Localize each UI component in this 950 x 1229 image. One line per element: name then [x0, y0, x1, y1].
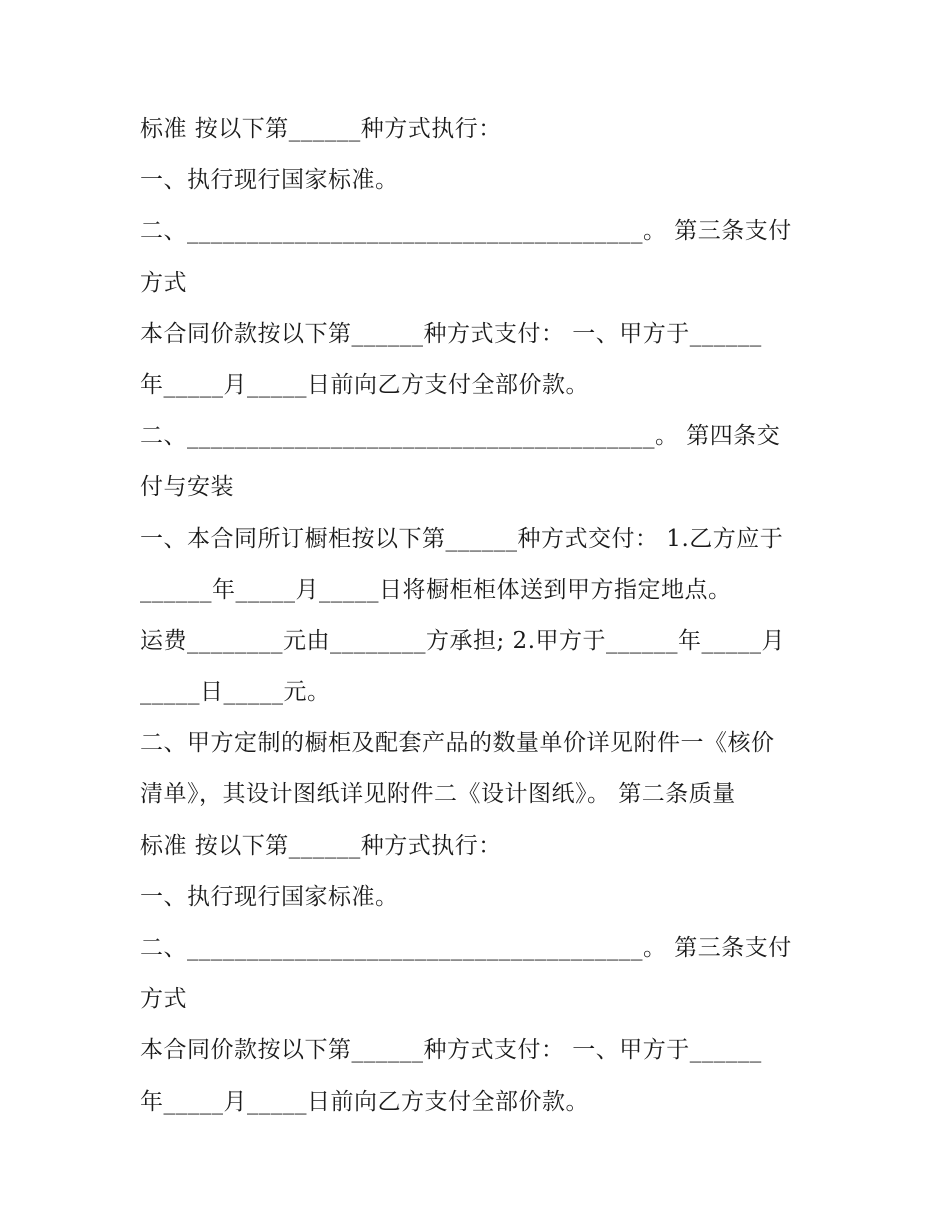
- text-line-7: 二、_______________________________________。 第四条交: [140, 423, 781, 450]
- text-line-18: 方式: [140, 986, 187, 1013]
- text-line-2: 一、执行现行国家标准。: [140, 167, 399, 194]
- text-line-5: 本合同价款按以下第______种方式支付： 一、甲方于______: [140, 320, 762, 347]
- text-line-6: 年_____月_____日前向乙方支付全部价款。: [140, 371, 589, 398]
- text-line-3: 二、______________________________________。 第三条支付: [140, 218, 792, 245]
- text-line-11: 运费________元由________方承担; 2.甲方于______年_____月: [140, 627, 786, 654]
- text-line-17: 二、______________________________________。 第三条支付: [140, 935, 792, 961]
- text-line-19: 本合同价款按以下第______种方式支付： 一、甲方于______: [140, 1037, 762, 1064]
- text-line-16: 一、执行现行国家标准。: [140, 883, 399, 910]
- document-body: [140, 104, 820, 1128]
- text-line-20: 年_____月_____日前向乙方支付全部价款。: [140, 1088, 589, 1115]
- text-line-10: ______年_____月_____日将橱柜柜体送到甲方指定地点。: [140, 576, 732, 603]
- text-line-9: 一、本合同所订橱柜按以下第______种方式交付： 1.乙方应于: [140, 525, 784, 552]
- text-line-1: 标准 按以下第______种方式执行：: [140, 116, 502, 142]
- text-line-4: 方式: [140, 269, 187, 296]
- text-line-13: 二、甲方定制的橱柜及配套产品的数量单价详见附件一《核价: [140, 730, 775, 757]
- text-line-12: _____日_____元。: [140, 679, 331, 706]
- text-line-8: 付与安装: [140, 474, 234, 501]
- text-line-15: 标准 按以下第______种方式执行：: [140, 832, 502, 859]
- text-line-14: 清单》，其设计图纸详见附件二《设计图纸》。 第二条质量: [140, 781, 736, 808]
